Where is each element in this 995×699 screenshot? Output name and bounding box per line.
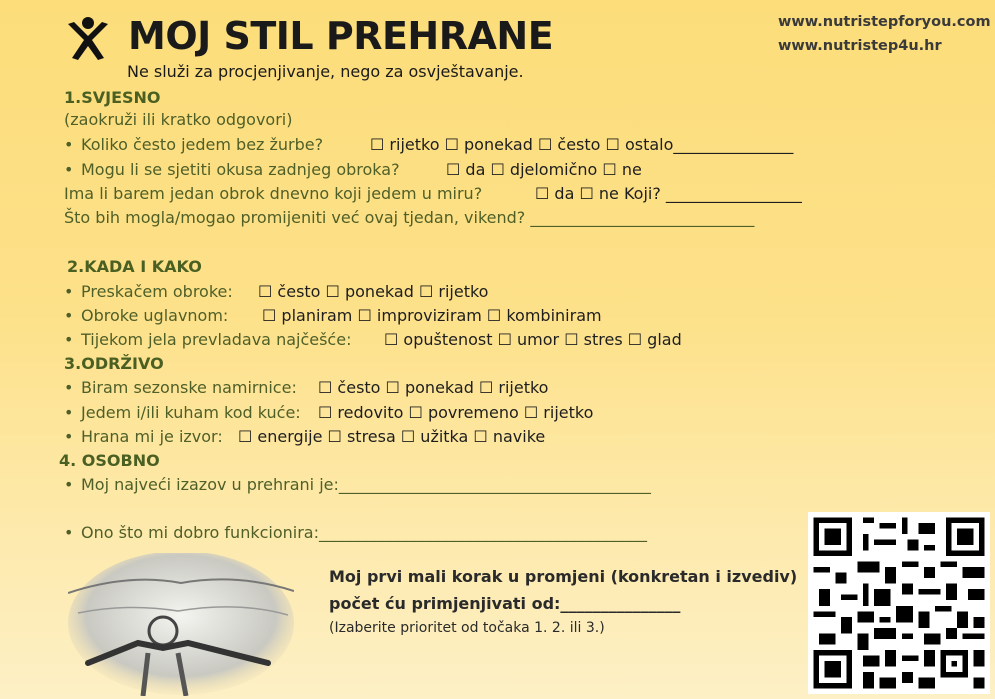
first-step-date-field[interactable]: počet ću primjenjivati od:_______________	[329, 594, 681, 613]
qr-code-icon[interactable]	[808, 512, 990, 694]
section3-q1-options[interactable]	[318, 378, 548, 397]
section2-q3-options[interactable]	[384, 330, 682, 349]
sketch-illustration	[68, 553, 294, 696]
section3-q2-options[interactable]	[318, 403, 593, 422]
section4-q1[interactable]	[81, 475, 651, 494]
section3-q1-text: Biram sezonske namirnice:	[81, 378, 297, 397]
section3-q1-options-text[interactable]: ☐ često ☐ ponekad ☐ rijetko	[318, 378, 549, 397]
section4-q2-text[interactable]: Ono što mi dobro funkcionira:_________________________________________	[81, 523, 647, 542]
nutristep-logo-icon	[64, 14, 112, 62]
section3-q2-text: Jedem i/ili kuham kod kuće:	[81, 403, 301, 422]
page-title: MOJ STIL PREHRANE	[128, 14, 554, 58]
section1-q4[interactable]: Što bih mogla/mogao promijeniti već ovaj tjedan, vikend? ____________________________	[64, 208, 755, 227]
section3-heading: 3.ODRŽIVO	[64, 354, 164, 373]
section3-q3-options-text[interactable]: ☐ energije ☐ stresa ☐ užitka ☐ navike	[238, 427, 546, 446]
section2-q2	[81, 306, 228, 325]
section4-q2[interactable]	[81, 523, 647, 542]
section1-q2-text: Mogu li se sjetiti okusa zadnjeg obroka?	[81, 160, 400, 179]
section2-q3-text: Tijekom jela prevladava najčešće:	[81, 330, 352, 349]
section4-heading: 4. OSOBNO	[59, 451, 160, 470]
section1-q1-text: Koliko često jedem bez žurbe?	[81, 135, 324, 154]
section2-q1-options-text[interactable]: ☐ često ☐ ponekad ☐ rijetko	[258, 282, 489, 301]
first-step-note: (Izaberite prioritet od točaka 1. 2. ili 3.)	[329, 620, 605, 636]
first-step-line1: Moj prvi mali korak u promjeni (konkretan i izvediv)	[329, 567, 798, 586]
section2-q2-options[interactable]	[262, 306, 602, 325]
section2-heading: 2.KADA I KAKO	[67, 257, 202, 276]
section1-instruction: (zaokruži ili kratko odgovori)	[64, 110, 293, 129]
section3-q3	[81, 427, 223, 446]
section2-q1	[81, 282, 233, 301]
section3-q2-options-text[interactable]: ☐ redovito ☐ povremeno ☐ rijetko	[318, 403, 594, 422]
section1-q3: Ima li barem jedan obrok dnevno koji jedem u miru?	[64, 184, 483, 203]
section1-q3-options-text[interactable]: ☐ da ☐ ne Koji? _________________	[535, 184, 802, 203]
section1-heading: 1.SVJESNO	[64, 88, 161, 107]
section2-q1-text: Preskačem obroke:	[81, 282, 233, 301]
section3-q2	[81, 403, 301, 422]
section2-q2-text: Obroke uglavnom:	[81, 306, 229, 325]
section1-q1-options[interactable]	[370, 135, 793, 154]
section1-q2-options[interactable]	[446, 160, 642, 179]
section1-q2	[81, 160, 400, 179]
section2-q3-options-text[interactable]: ☐ opuštenost ☐ umor ☐ stres ☐ glad	[384, 330, 682, 349]
section3-q3-text: Hrana mi je izvor:	[81, 427, 223, 446]
section2-q1-options[interactable]	[258, 282, 488, 301]
section1-q2-options-text[interactable]: ☐ da ☐ djelomično ☐ ne	[446, 160, 642, 179]
page-subtitle: Ne služi za procjenjivanje, nego za osvještavanje.	[127, 62, 524, 81]
section2-q2-options-text[interactable]: ☐ planiram ☐ improviziram ☐ kombiniram	[262, 306, 602, 325]
section3-q3-options[interactable]	[238, 427, 545, 446]
section3-q1	[81, 378, 297, 397]
section1-q3-options[interactable]	[535, 184, 802, 203]
website-link-hr[interactable]: www.nutristep4u.hr	[778, 38, 942, 54]
section2-q3	[81, 330, 351, 349]
section1-q1	[81, 135, 323, 154]
section1-q1-options-text[interactable]: ☐ rijetko ☐ ponekad ☐ često ☐ ostalo_______________	[370, 135, 794, 154]
website-link-com[interactable]: www.nutristepforyou.com	[778, 14, 991, 30]
section4-q1-text[interactable]: Moj najveći izazov u prehrani je:_______________________________________	[81, 475, 651, 494]
